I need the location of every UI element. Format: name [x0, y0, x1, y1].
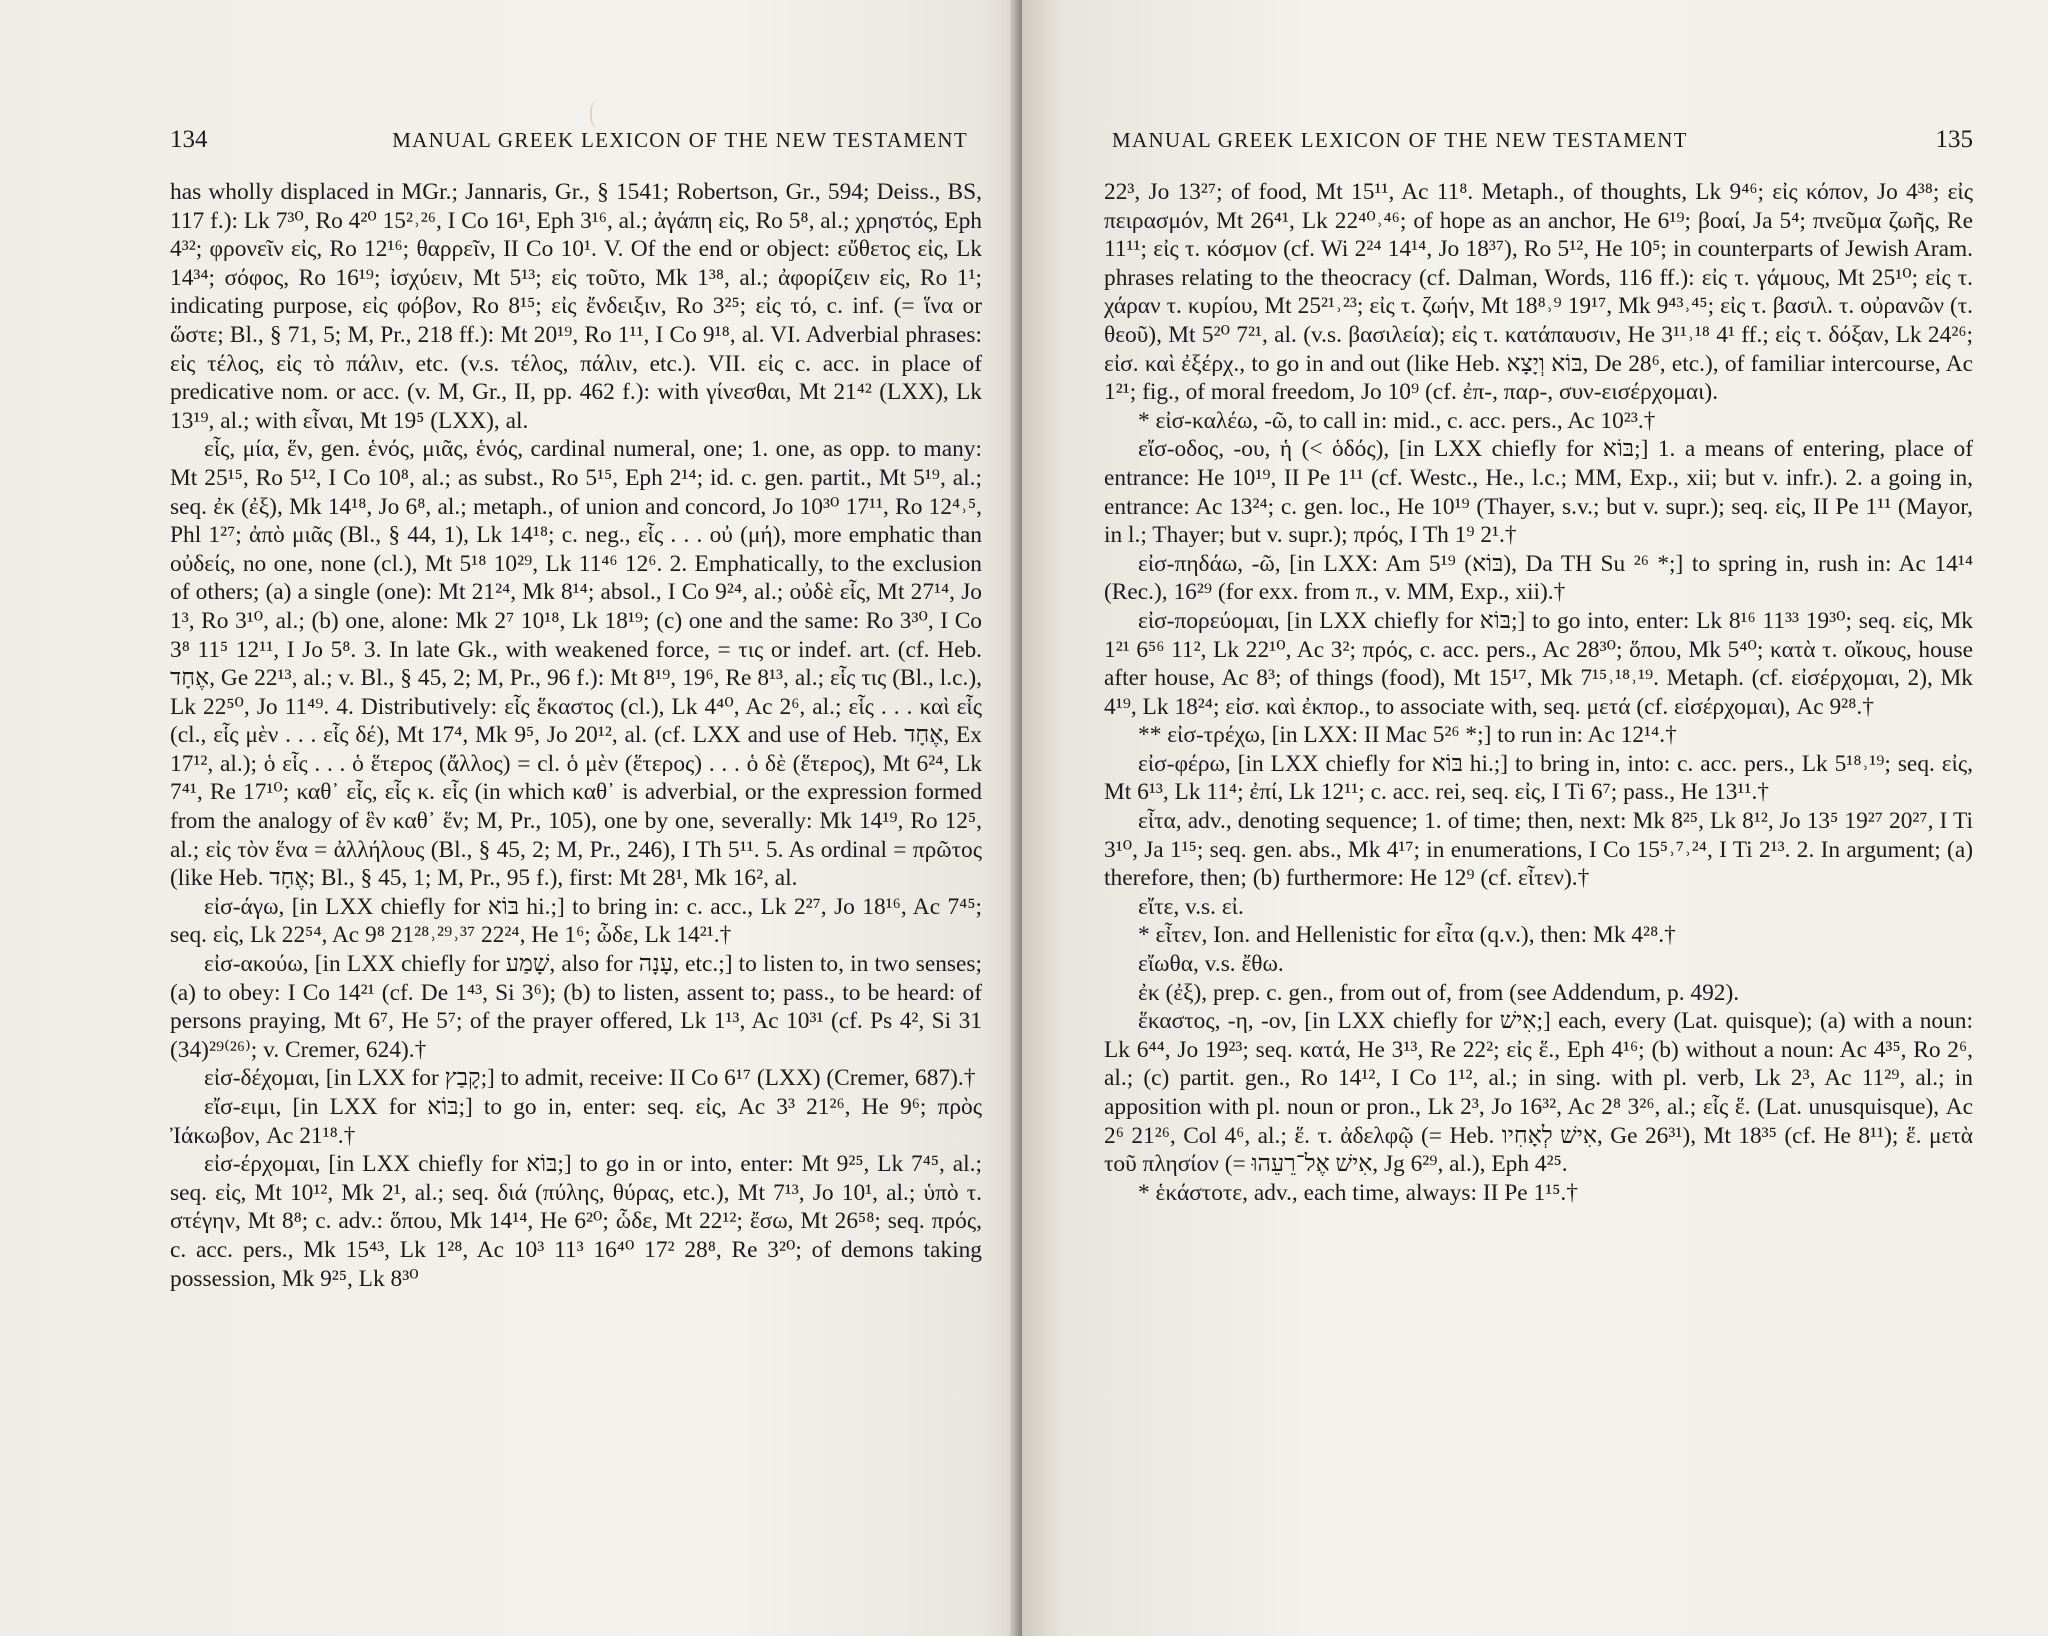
right-running-title: MANUAL GREEK LEXICON OF THE NEW TESTAMENT	[1112, 128, 1688, 152]
entry-paragraph: εἷς, μία, ἕν, gen. ἑνός, μιᾶς, ἑνός, cardinal numeral, one; 1. one, as opp. to many: Mt 25¹⁵, Ro 5¹², I Co 10⁸, al.; as subst., Ro 5¹⁵, Eph 2¹⁴; id. c. gen. partit., Mt 5¹⁹, al.; seq. ἐκ (ἐξ), Mk 14¹⁸, Jo 6⁸, al.; metaph., of union and concord, Jo 10³⁰ 17¹¹, Ro 12⁴˒⁵, Phl 1²⁷; ἀπὸ μιᾶς (Bl., § 44, 1), Lk 14¹⁸; c. neg., εἷς . . . οὐ (μή), more emphatic than οὐδείς, no one, none (cl.), Mt 5¹⁸ 10²⁹, Lk 11⁴⁶ 12⁶. 2. Emphatically, to the exclusion of others; (a) a single (one): Mt 21²⁴, Mk 8¹⁴; absol., I Co 9²⁴, al.; οὐδὲ εἷς, Mt 27¹⁴, Jo 1³, Ro 3¹⁰, al.; (b) one, alone: Mk 2⁷ 10¹⁸, Lk 18¹⁹; (c) one and the same: Ro 3³⁰, I Co 3⁸ 11⁵ 12¹¹, I Jo 5⁸. 3. In late Gk., with weakened force, = τις or indef. art. (cf. Heb. אֶחָד, Ge 22¹³, al.; v. Bl., § 45, 2; M, Pr., 96 f.): Mt 8¹⁹, 19⁶, Re 8¹³, al.; εἷς τις (Bl., l.c.), Lk 22⁵⁰, Jo 11⁴⁹. 4. Distributively: εἷς ἕκαστος (cl.), Lk 4⁴⁰, Ac 2⁶, al.; εἷς . . . καὶ εἷς (cl., εἷς μὲν . . . εἷς δέ), Mt 17⁴, Mk 9⁵, Jo 20¹², al. (cf. LXX and use of Heb. אֶחָד, Ex 17¹², al.); ὁ εἷς . . . ὁ ἕτερος (ἄλλος) = cl. ὁ μὲν (ἕτερος) . . . ὁ δὲ (ἕτερος), Mt 6²⁴, Lk 7⁴¹, Re 17¹⁰; καθ᾽ εἷς, εἷς κ. εἷς (in which καθ᾽ is adverbial, or the expression formed from the analogy of ἓν καθ᾽ ἕν; M, Pr., 105), one by one, severally: Mk 14¹⁹, Ro 12⁵, al.; εἰς τὸν ἕνα = ἀλλήλους (Bl., § 45, 2; M, Pr., 246), I Th 5¹¹. 5. As ordinal = πρῶτος (like Heb. אֶחָד; Bl., § 45, 1; M, Pr., 95 f.), first: Mt 28¹, Mk 16², al.	[170, 436, 982, 892]
left-page-text	[170, 178, 982, 1293]
entry-paragraph: εἶτα, adv., denoting sequence; 1. of time; then, next: Mk 8²⁵, Lk 8¹², Jo 13⁵ 19²⁷ 20²⁷, I Ti 3¹⁰, Ja 1¹⁵; seq. gen. abs., Mk 4¹⁷; in enumerations, I Co 15⁵˒⁷˒²⁴, I Ti 2¹³. 2. In argument; (a) therefore, then; (b) furthermore: He 12⁹ (cf. εἶτεν).†	[1104, 808, 1973, 892]
entry-paragraph: εἴτε, v.s. εἰ.	[1138, 893, 1244, 920]
entry-paragraph: εἰσ-ακούω, [in LXX chiefly for שָׁמַע, also for עָנָה, etc.;] to listen to, in two senses; (a) to obey: I Co 14²¹ (cf. De 1⁴³, Si 3⁶); (b) to listen, assent to; pass., to be heard: of persons praying, Mt 6⁷, He 5⁷; of the prayer offered, Lk 1¹³, Ac 10³¹ (cf. Ps 4², Si 31 (34)²⁹⁽²⁶⁾; v. Cremer, 624).†	[170, 951, 983, 1063]
right-page-text	[1104, 178, 1973, 1207]
entry-paragraph: ἐκ (ἐξ), prep. c. gen., from out of, from (see Addendum, p. 492).	[1138, 979, 1740, 1006]
right-page	[1022, 0, 2048, 1636]
entry-paragraph: εἰσ-πορεύομαι, [in LXX chiefly for בּוֹא;] to go into, enter: Lk 8¹⁶ 11³³ 19³⁰; seq. εἰς, Mk 1²¹ 6⁵⁶ 11², Lk 22¹⁰, Ac 3²; πρός, c. acc. pers., Ac 28³⁰; ὅπου, Mk 5⁴⁰; κατὰ τ. οἴκους, house after house, Ac 8³; of things (food), Mt 15¹⁷, Mk 7¹⁵˒¹⁸˒¹⁹. Metaph. (cf. εἰσέρχομαι, 2), Mk 4¹⁹, Lk 18²⁴; εἰσ. καὶ ἐκπορ., to associate with, seq. μετά (cf. εἰσέρχομαι), Ac 9²⁸.†	[1104, 607, 1974, 720]
left-running-head	[170, 126, 982, 154]
entry-paragraph: εἴσ-ειμι, [in LXX for בּוֹא;] to go in, enter: seq. εἰς, Ac 3³ 21²⁶, He 9⁶; πρὸς Ἰάκωβον, Ac 21¹⁸.†	[170, 1094, 982, 1149]
entry-paragraph: ** εἰσ-τρέχω, [in LXX: II Mac 5²⁶ *;] to run in: Ac 12¹⁴.†	[1138, 722, 1677, 749]
entry-paragraph: εἰσ-έρχομαι, [in LXX chiefly for בּוֹא;] to go in or into, enter: Mt 9²⁵, Lk 7⁴⁵, al.; seq. εἰς, Mt 10¹², Mk 2¹, al.; seq. διά (πύλης, θύρας, etc.), Mt 7¹³, Jo 10¹, al.; ὑπὸ τ. στέγην, Mt 8⁸; c. adv.: ὅπου, Mk 14¹⁴, He 6²⁰; ὧδε, Mt 22¹²; ἔσω, Mt 26⁵⁸; seq. πρός, c. acc. pers., Mk 15⁴³, Lk 1²⁸, Ac 10³ 11³ 16⁴⁰ 17² 28⁸, Re 3²⁰; of demons taking possession, Mk 9²⁵, Lk 8³⁰	[170, 1151, 982, 1292]
entry-paragraph: εἴωθα, v.s. ἔθω.	[1138, 951, 1284, 978]
left-page-number: 134	[170, 126, 208, 153]
entry-paragraph: 22³, Jo 13²⁷; of food, Mt 15¹¹, Ac 11⁸. Metaph., of thoughts, Lk 9⁴⁶; εἰς κόπον, Jo 4³⁸; εἰς πειρασμόν, Mt 26⁴¹, Lk 22⁴⁰˒⁴⁶; of hope as an anchor, He 6¹⁹; βοαί, Ja 5⁴; πνεῦμα ζωῆς, Re 11¹¹; εἰς τ. κόσμον (cf. Wi 2²⁴ 14¹⁴, Jo 18³⁷), Ro 5¹², He 10⁵; in counterparts of Jewish Aram. phrases relating to the theocracy (cf. Dalman, Words, 116 ff.): εἰς τ. γάμους, Mt 25¹⁰; εἰς τ. χάραν τ. κυρίου, Mt 25²¹˒²³; εἰς τ. ζωήν, Mt 18⁸˒⁹ 19¹⁷, Mk 9⁴³˒⁴⁵; εἰς τ. βασιλ. τ. οὐρανῶν (τ. θεοῦ), Mt 5²⁰ 7²¹, al. (v.s. βασιλεία); εἰς τ. κατάπαυσιν, He 3¹¹˒¹⁸ 4¹ ff.; εἰς τ. δόξαν, Lk 24²⁶; εἰσ. καὶ ἐξέρχ., to go in and out (like Heb. בּוֹא וְיָצָא, De 28⁶, etc.), of familiar intercourse, Ac 1²¹; fig., of moral freedom, Jo 10⁹ (cf. ἐπ-, παρ-, συν-εισέρχομαι).	[1104, 179, 1974, 406]
entry-paragraph: εἰσ-φέρω, [in LXX chiefly for בּוֹא hi.;] to bring in, into: c. acc. pers., Lk 5¹⁸˒¹⁹; seq. εἰς, Mt 6¹³, Lk 11⁴; ἐπί, Lk 12¹¹; c. acc. rei, seq. εἰς, I Ti 6⁷; pass., He 13¹¹.†	[1104, 750, 1973, 806]
left-page	[0, 0, 1022, 1636]
entry-paragraph: εἰσ-δέχομαι, [in LXX for קָבַץ;] to admit, receive: II Co 6¹⁷ (LXX) (Cremer, 687).†	[204, 1065, 976, 1092]
entry-paragraph: ἕκαστος, -η, -ον, [in LXX chiefly for אִישׁ;] each, every (Lat. quisque); (a) with a noun: Lk 6⁴⁴, Jo 19²³; seq. κατά, He 3¹³, Re 22²; εἰς ἕ., Eph 4¹⁶; (b) without a noun: Ac 4³⁵, Ro 2⁶, al.; (c) partit. gen., Ro 14¹², I Co 1¹², al.; in sing. with pl. verb, Lk 2³, Ac 11²⁹, al.; in apposition with pl. noun or pron., Lk 2³, Jo 16³², Ac 2⁸ 3²⁶, al.; εἷς ἕ. (Lat. unusquisque), Ac 2⁶ 21²⁶, Col 4⁶, al.; ἕ. τ. ἀδελφῷ (= Heb. אִישׁ לְאָחִיו, Ge 26³¹), Mt 18³⁵ (cf. He 8¹¹); ἕ. μετὰ τοῦ πλησίον (= אִישׁ אֶל־רֵעֵהוּ, Jg 6²⁹, al.), Eph 4²⁵.	[1104, 1008, 1973, 1178]
entry-paragraph: εἰσ-άγω, [in LXX chiefly for בּוֹא hi.;] to bring in: c. acc., Lk 2²⁷, Jo 18¹⁶, Ac 7⁴⁵; seq. εἰς, Lk 22⁵⁴, Ac 9⁸ 21²⁸˒²⁹˒³⁷ 22²⁴, He 1⁶; ὧδε, Lk 14²¹.†	[170, 893, 982, 949]
left-running-title: MANUAL GREEK LEXICON OF THE NEW TESTAMENT	[392, 128, 968, 152]
right-running-head	[1104, 126, 1973, 154]
entry-paragraph: has wholly displaced in MGr.; Jannaris, Gr., § 1541; Robertson, Gr., 594; Deiss., BS, 117 f.): Lk 7³⁰, Ro 4²⁰ 15²˒²⁶, I Co 16¹, Eph 3¹⁶, al.; ἀγάπη εἰς, Ro 5⁸, al.; χρηστός, Eph 4³²; φρονεῖν εἰς, Ro 12¹⁶; θαρρεῖν, II Co 10¹. V. Of the end or object: εὔθετος εἰς, Lk 14³⁴; σόφος, Ro 16¹⁹; ἰσχύειν, Mt 5¹³; εἰς τοῦτο, Mk 1³⁸, al.; ἀφορίζειν εἰς, Ro 1¹; indicating purpose, εἰς φόβον, Ro 8¹⁵; εἰς ἔνδειξιν, Ro 3²⁵; εἰς τό, c. inf. (= ἵνα or ὥστε; Bl., § 71, 5; M, Pr., 218 ff.): Mt 20¹⁹, Ro 1¹¹, I Co 9¹⁸, al. VI. Adverbial phrases: εἰς τέλος, εἰς τὸ πάλιν, etc. (v.s. τέλος, πάλιν, etc.). VII. εἰς c. acc. in place of predicative nom. or acc. (v. M, Gr., II, pp. 462 f.): with γίνεσθαι, Mt 21⁴² (LXX), Lk 13¹⁹, al.; with εἶναι, Mt 19⁵ (LXX), al.	[170, 179, 982, 434]
entry-paragraph: εἰσ-πηδάω, -ῶ, [in LXX: Am 5¹⁹ (בּוֹא), Da TH Su ²⁶ *;] to spring in, rush in: Ac 14¹⁴ (Rec.), 16²⁹ (for exx. from π., v. MM, Exp., xii).†	[1104, 550, 1973, 606]
entry-paragraph: * εἰσ-καλέω, -ῶ, to call in: mid., c. acc. pers., Ac 10²³.†	[1138, 407, 1656, 434]
right-page-number: 135	[1935, 126, 1973, 153]
entry-paragraph: εἴσ-οδος, -ου, ἡ (< ὁδός), [in LXX chiefly for בּוֹא;] 1. a means of entering, place of entrance: He 10¹⁹, II Pe 1¹¹ (cf. Westc., He., l.c.; MM, Exp., xii; but v. infr.). 2. a going in, entrance: Ac 13²⁴; c. gen. loc., He 10¹⁹ (Thayer, s.v.; but v. supr.); seq. εἰς, II Pe 1¹¹ (Mayor, in l.; Thayer; but v. supr.); πρός, I Th 1⁹ 2¹.†	[1104, 436, 1973, 549]
entry-paragraph: * εἶτεν, Ion. and Hellenistic for εἶτα (q.v.), then: Mk 4²⁸.†	[1138, 922, 1676, 949]
entry-paragraph: * ἑκάστοτε, adv., each time, always: II Pe 1¹⁵.†	[1138, 1179, 1578, 1206]
